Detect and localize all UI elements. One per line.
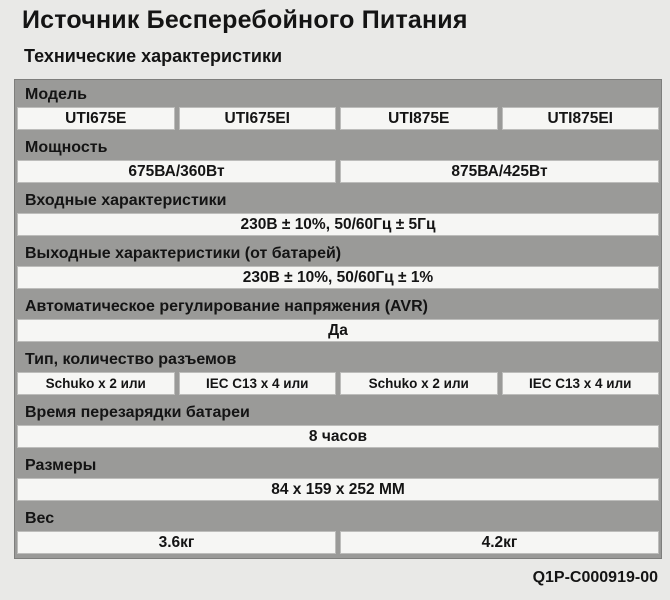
spec-values	[17, 160, 659, 183]
spec-value: 8 часов	[17, 425, 659, 448]
spec-values	[17, 531, 659, 554]
product-code: Q1P-C000919-00	[532, 569, 658, 586]
spec-label: Автоматическое регулирование напряжения (AVR)	[25, 298, 428, 315]
spec-value: Schuko x 2 или	[340, 372, 498, 395]
spec-value: UTI675E	[17, 107, 175, 130]
spec-value: 4.2кг	[340, 531, 659, 554]
spec-section-recharge	[17, 400, 659, 453]
spec-section-weight	[17, 506, 659, 559]
spec-value: IEC C13 x 4 или	[179, 372, 337, 395]
spec-value: 230В ± 10%, 50/60Гц ± 1%	[17, 266, 659, 289]
spec-value: Schuko x 2 или	[17, 372, 175, 395]
spec-value: Да	[17, 319, 659, 342]
spec-label: Время перезарядки батареи	[25, 404, 250, 421]
spec-values	[17, 213, 659, 236]
spec-section-model	[17, 82, 659, 135]
spec-label: Выходные характеристики (от батарей)	[25, 245, 342, 262]
spec-value: 3.6кг	[17, 531, 336, 554]
spec-value: 84 x 159 x 252 MM	[17, 478, 659, 501]
spec-values	[17, 478, 659, 501]
spec-value: IEC C13 x 4 или	[502, 372, 660, 395]
spec-label: Входные характеристики	[25, 192, 227, 209]
spec-values	[17, 372, 659, 395]
spec-value: 230В ± 10%, 50/60Гц ± 5Гц	[17, 213, 659, 236]
spec-label: Вес	[25, 510, 55, 527]
spec-section-size	[17, 453, 659, 506]
spec-values	[17, 266, 659, 289]
spec-values	[17, 107, 659, 130]
spec-value: UTI875EI	[502, 107, 660, 130]
spec-label: Размеры	[25, 457, 97, 474]
spec-value: 875ВА/425Вт	[340, 160, 659, 183]
spec-values	[17, 319, 659, 342]
spec-values	[17, 425, 659, 448]
spec-section-sockets	[17, 347, 659, 400]
spec-section-power	[17, 135, 659, 188]
spec-section-avr	[17, 294, 659, 347]
spec-table	[14, 79, 662, 559]
spec-label: Модель	[25, 86, 87, 103]
spec-value: 675ВА/360Вт	[17, 160, 336, 183]
spec-value: UTI675EI	[179, 107, 337, 130]
spec-section-input	[17, 188, 659, 241]
page-subtitle: Технические характеристики	[24, 46, 283, 66]
page-title: Источник Бесперебойного Питания	[22, 6, 468, 34]
spec-value: UTI875E	[340, 107, 498, 130]
spec-label: Мощность	[25, 139, 108, 156]
spec-section-output	[17, 241, 659, 294]
spec-label: Тип, количество разъемов	[25, 351, 237, 368]
